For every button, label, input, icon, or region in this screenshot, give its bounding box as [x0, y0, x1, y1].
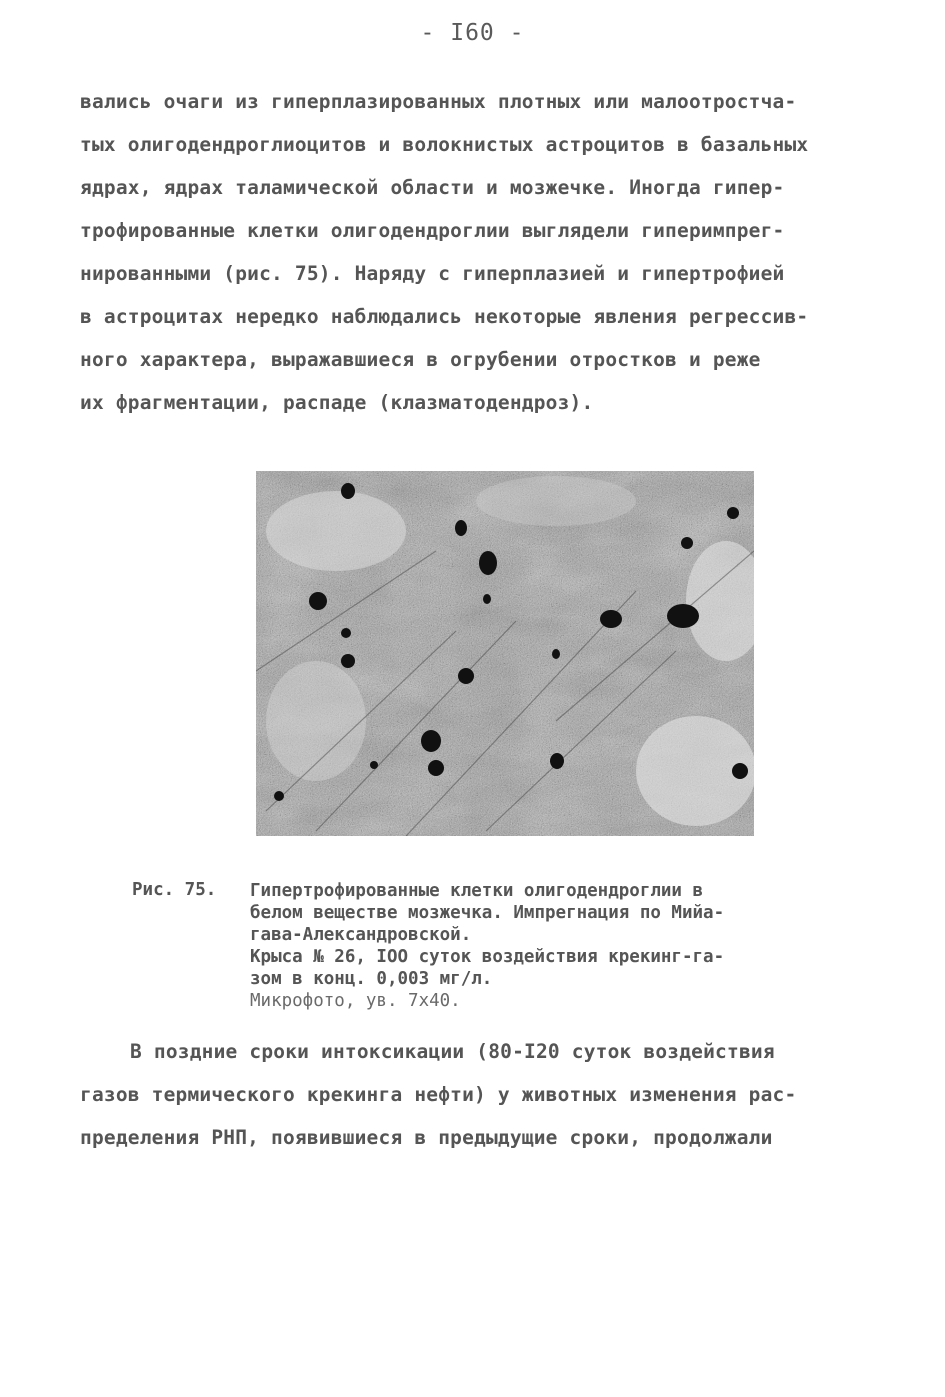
text-line: в астроцитах нередко наблюдались некоторые явления регрессив- [80, 305, 809, 328]
text-line: трофированные клетки олигодендроглии выглядели гиперимпрег- [80, 219, 785, 242]
body-paragraph-1 [80, 80, 880, 424]
text-line: В поздние сроки интоксикации (80-I20 суток воздействия [130, 1040, 775, 1063]
body-paragraph-2 [80, 1030, 880, 1159]
page-number: - I60 - [420, 20, 525, 46]
caption-line: Микрофото, ув. 7х40. [250, 991, 461, 1011]
text-line: газов термического крекинга нефти) у животных изменения рас- [80, 1083, 797, 1106]
caption-line: Гипертрофированные клетки олигодендроглии в [250, 881, 704, 901]
text-line: их фрагментации, распаде (клазматодендроз). [80, 391, 594, 414]
text-line: нированными (рис. 75). Наряду с гиперплазией и гипертрофией [80, 262, 785, 285]
figure-label: Рис. 75. [132, 880, 217, 900]
caption-line: зом в конц. 0,003 мг/л. [250, 969, 493, 989]
caption-line: гава-Александровской. [250, 925, 472, 945]
caption-line: Крыса № 26, IOO суток воздействия крекинг-га- [250, 947, 725, 967]
text-line: ядрах, ядрах таламической области и мозжечке. Иногда гипер- [80, 176, 785, 199]
text-line: тых олигодендроглиоцитов и волокнистых астроцитов в базальных [80, 133, 809, 156]
caption-line: белом веществе мозжечка. Импрегнация по Мийа- [250, 903, 725, 923]
text-line: вались очаги из гиперплазированных плотных или малоотростча- [80, 90, 797, 113]
figure-caption-body [250, 880, 850, 1012]
micrograph-image [256, 471, 754, 836]
text-line: пределения РНП, появившиеся в предыдущие сроки, продолжали [80, 1126, 773, 1149]
micrograph-svg [256, 471, 754, 836]
text-line: ного характера, выражавшиеся в огрубении отростков и реже [80, 348, 761, 371]
